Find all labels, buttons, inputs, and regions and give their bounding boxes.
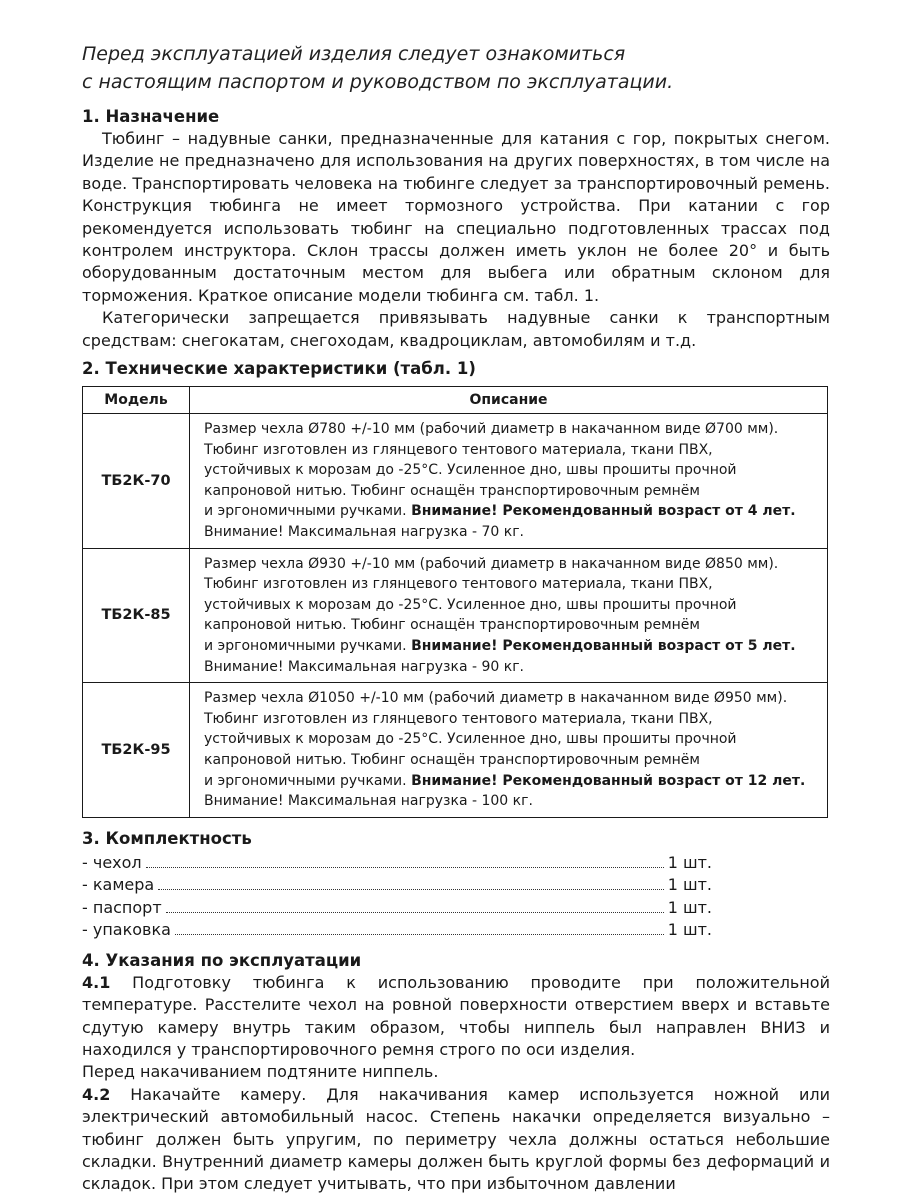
list-item bbox=[82, 897, 712, 920]
dot-leader bbox=[175, 934, 664, 935]
kit-item-qty: 1 шт. bbox=[667, 897, 712, 917]
kit-item-qty: 1 шт. bbox=[667, 920, 712, 940]
load-warning: Внимание! Максимальная нагрузка - 90 кг. bbox=[204, 658, 524, 675]
header-description: Описание bbox=[190, 387, 828, 414]
header-model: Модель bbox=[83, 387, 190, 414]
description-line: устойчивых к морозам до -25°С. Усиленное дно, швы прошиты прочной bbox=[204, 462, 737, 479]
section-3-title: 3. Комплектность bbox=[82, 828, 252, 848]
age-warning: Внимание! Рекомендованный возраст от 5 лет. bbox=[411, 638, 796, 654]
list-item bbox=[82, 874, 712, 897]
document-page bbox=[82, 40, 830, 1196]
clause-text: Подготовку тюбинга к использованию проводите при положительной температуре. Расстелите чехол на ровной поверхности отверстием вверх и вставьте сдутую камеру внутрь таким образом, чтобы ниппель был направлен ВНИЗ и находился у транспортировочного ремня строго по оси изделия. bbox=[82, 972, 830, 1059]
kit-item-name: - упаковка bbox=[82, 920, 171, 940]
intro-line: с настоящим паспортом и руководством по эксплуатации. bbox=[82, 71, 674, 93]
model-cell: ТБ2К-95 bbox=[83, 683, 190, 818]
section-1-paragraph-1: Тюбинг – надувные санки, предназначенные для катания с гор, покрытых снегом. Изделие не предназначено для использования на других поверхностях, в том числе на воде. Транспортировать человека на тюбинге следует за транспортировочный ремень. Конструкция тюбинга не имеет тормозного устройства. При катании с гор рекомендуется использовать тюбинг на специально подготовленных трассах под контролем инструктора. Склон трассы должен иметь уклон не более 20° и быть оборудованным достаточным местом для выбега или обратным склоном для торможения. Краткое описание модели тюбинга см. табл. 1. bbox=[82, 129, 830, 305]
description-line: капроновой нитью. Тюбинг оснащён транспортировочным ремнём bbox=[204, 751, 700, 768]
dot-leader bbox=[158, 889, 663, 890]
description-text: и эргономичными ручками. bbox=[204, 638, 407, 654]
section-4-paragraph-2 bbox=[82, 1084, 830, 1196]
description-line bbox=[204, 771, 823, 792]
intro-note bbox=[82, 40, 830, 96]
model-cell: ТБ2К-70 bbox=[83, 414, 190, 549]
list-item bbox=[82, 919, 712, 942]
description-line: Тюбинг изготовлен из глянцевого тентового материала, ткани ПВХ, bbox=[204, 710, 713, 727]
description-line: Размер чехла Ø930 +/-10 мм (рабочий диаметр в накачанном виде Ø850 мм). bbox=[204, 555, 779, 572]
table-row bbox=[83, 414, 828, 549]
specs-table bbox=[82, 386, 828, 818]
section-1-title: 1. Назначение bbox=[82, 107, 220, 126]
description-line: устойчивых к морозам до -25°С. Усиленное дно, швы прошиты прочной bbox=[204, 596, 737, 613]
description-cell bbox=[190, 414, 828, 549]
table-header-row bbox=[83, 387, 828, 414]
age-warning: Внимание! Рекомендованный возраст от 4 лет. bbox=[411, 503, 796, 520]
dot-leader bbox=[146, 867, 664, 868]
description-line: капроновой нитью. Тюбинг оснащён транспортировочным ремнём bbox=[204, 617, 700, 634]
description-cell bbox=[190, 548, 828, 683]
section-1-paragraph-2: Категорически запрещается привязывать надувные санки к транспортным средствам: снегокатам, снегоходам, квадроциклам, автомобилям и т.д. bbox=[82, 308, 830, 350]
intro-line: Перед эксплуатацией изделия следует ознакомиться bbox=[82, 43, 626, 65]
section-4-title: 4. Указания по эксплуатации bbox=[82, 950, 362, 970]
description-line: Размер чехла Ø1050 +/-10 мм (рабочий диаметр в накачанном виде Ø950 мм). bbox=[204, 690, 788, 707]
section-2-title: 2. Технические характеристики (табл. 1) bbox=[82, 359, 476, 379]
description-text: и эргономичными ручками. bbox=[204, 772, 407, 789]
description-line: капроновой нитью. Тюбинг оснащён транспортировочным ремнём bbox=[204, 482, 700, 499]
description-line: Размер чехла Ø780 +/-10 мм (рабочий диаметр в накачанном виде Ø700 мм). bbox=[204, 421, 779, 438]
kit-item-name: - чехол bbox=[82, 852, 142, 872]
age-warning: Внимание! Рекомендованный возраст от 12 лет. bbox=[411, 772, 806, 789]
load-warning: Внимание! Максимальная нагрузка - 70 кг. bbox=[204, 524, 524, 541]
description-line: Тюбинг изготовлен из глянцевого тентового материала, ткани ПВХ, bbox=[204, 441, 713, 458]
clause-text: Накачайте камеру. Для накачивания камер используется ножной или электрический автомобильный насос. Степень накачки определяется визуально – тюбинг должен быть упругим, по периметру чехла должны остаться небольшие складки. Внутренний диаметр камеры должен быть круглой формы без деформаций и складок. При этом следует учитывать, что при избыточном давлении bbox=[82, 1084, 830, 1194]
dot-leader bbox=[166, 912, 664, 913]
description-line: Тюбинг изготовлен из глянцевого тентового материала, ткани ПВХ, bbox=[204, 576, 713, 593]
clause-number: 4.1 bbox=[82, 972, 111, 992]
description-line: устойчивых к морозам до -25°С. Усиленное дно, швы прошиты прочной bbox=[204, 731, 737, 748]
clause-number: 4.2 bbox=[82, 1084, 111, 1104]
table-row bbox=[83, 683, 828, 818]
load-warning: Внимание! Максимальная нагрузка - 100 кг. bbox=[204, 793, 533, 810]
table-row bbox=[83, 548, 828, 683]
model-cell: ТБ2К-85 bbox=[83, 548, 190, 683]
section-4-paragraph-1-extra: Перед накачиванием подтяните ниппель. bbox=[82, 1062, 439, 1082]
description-line bbox=[204, 636, 823, 657]
kit-list bbox=[82, 852, 830, 942]
kit-item-qty: 1 шт. bbox=[667, 852, 712, 872]
kit-item-name: - паспорт bbox=[82, 897, 162, 917]
section-4-paragraph-1 bbox=[82, 972, 830, 1062]
kit-item-qty: 1 шт. bbox=[667, 875, 712, 895]
description-line bbox=[204, 501, 823, 522]
description-cell bbox=[190, 683, 828, 818]
kit-item-name: - камера bbox=[82, 875, 155, 895]
list-item bbox=[82, 852, 712, 875]
description-text: и эргономичными ручками. bbox=[204, 503, 407, 520]
